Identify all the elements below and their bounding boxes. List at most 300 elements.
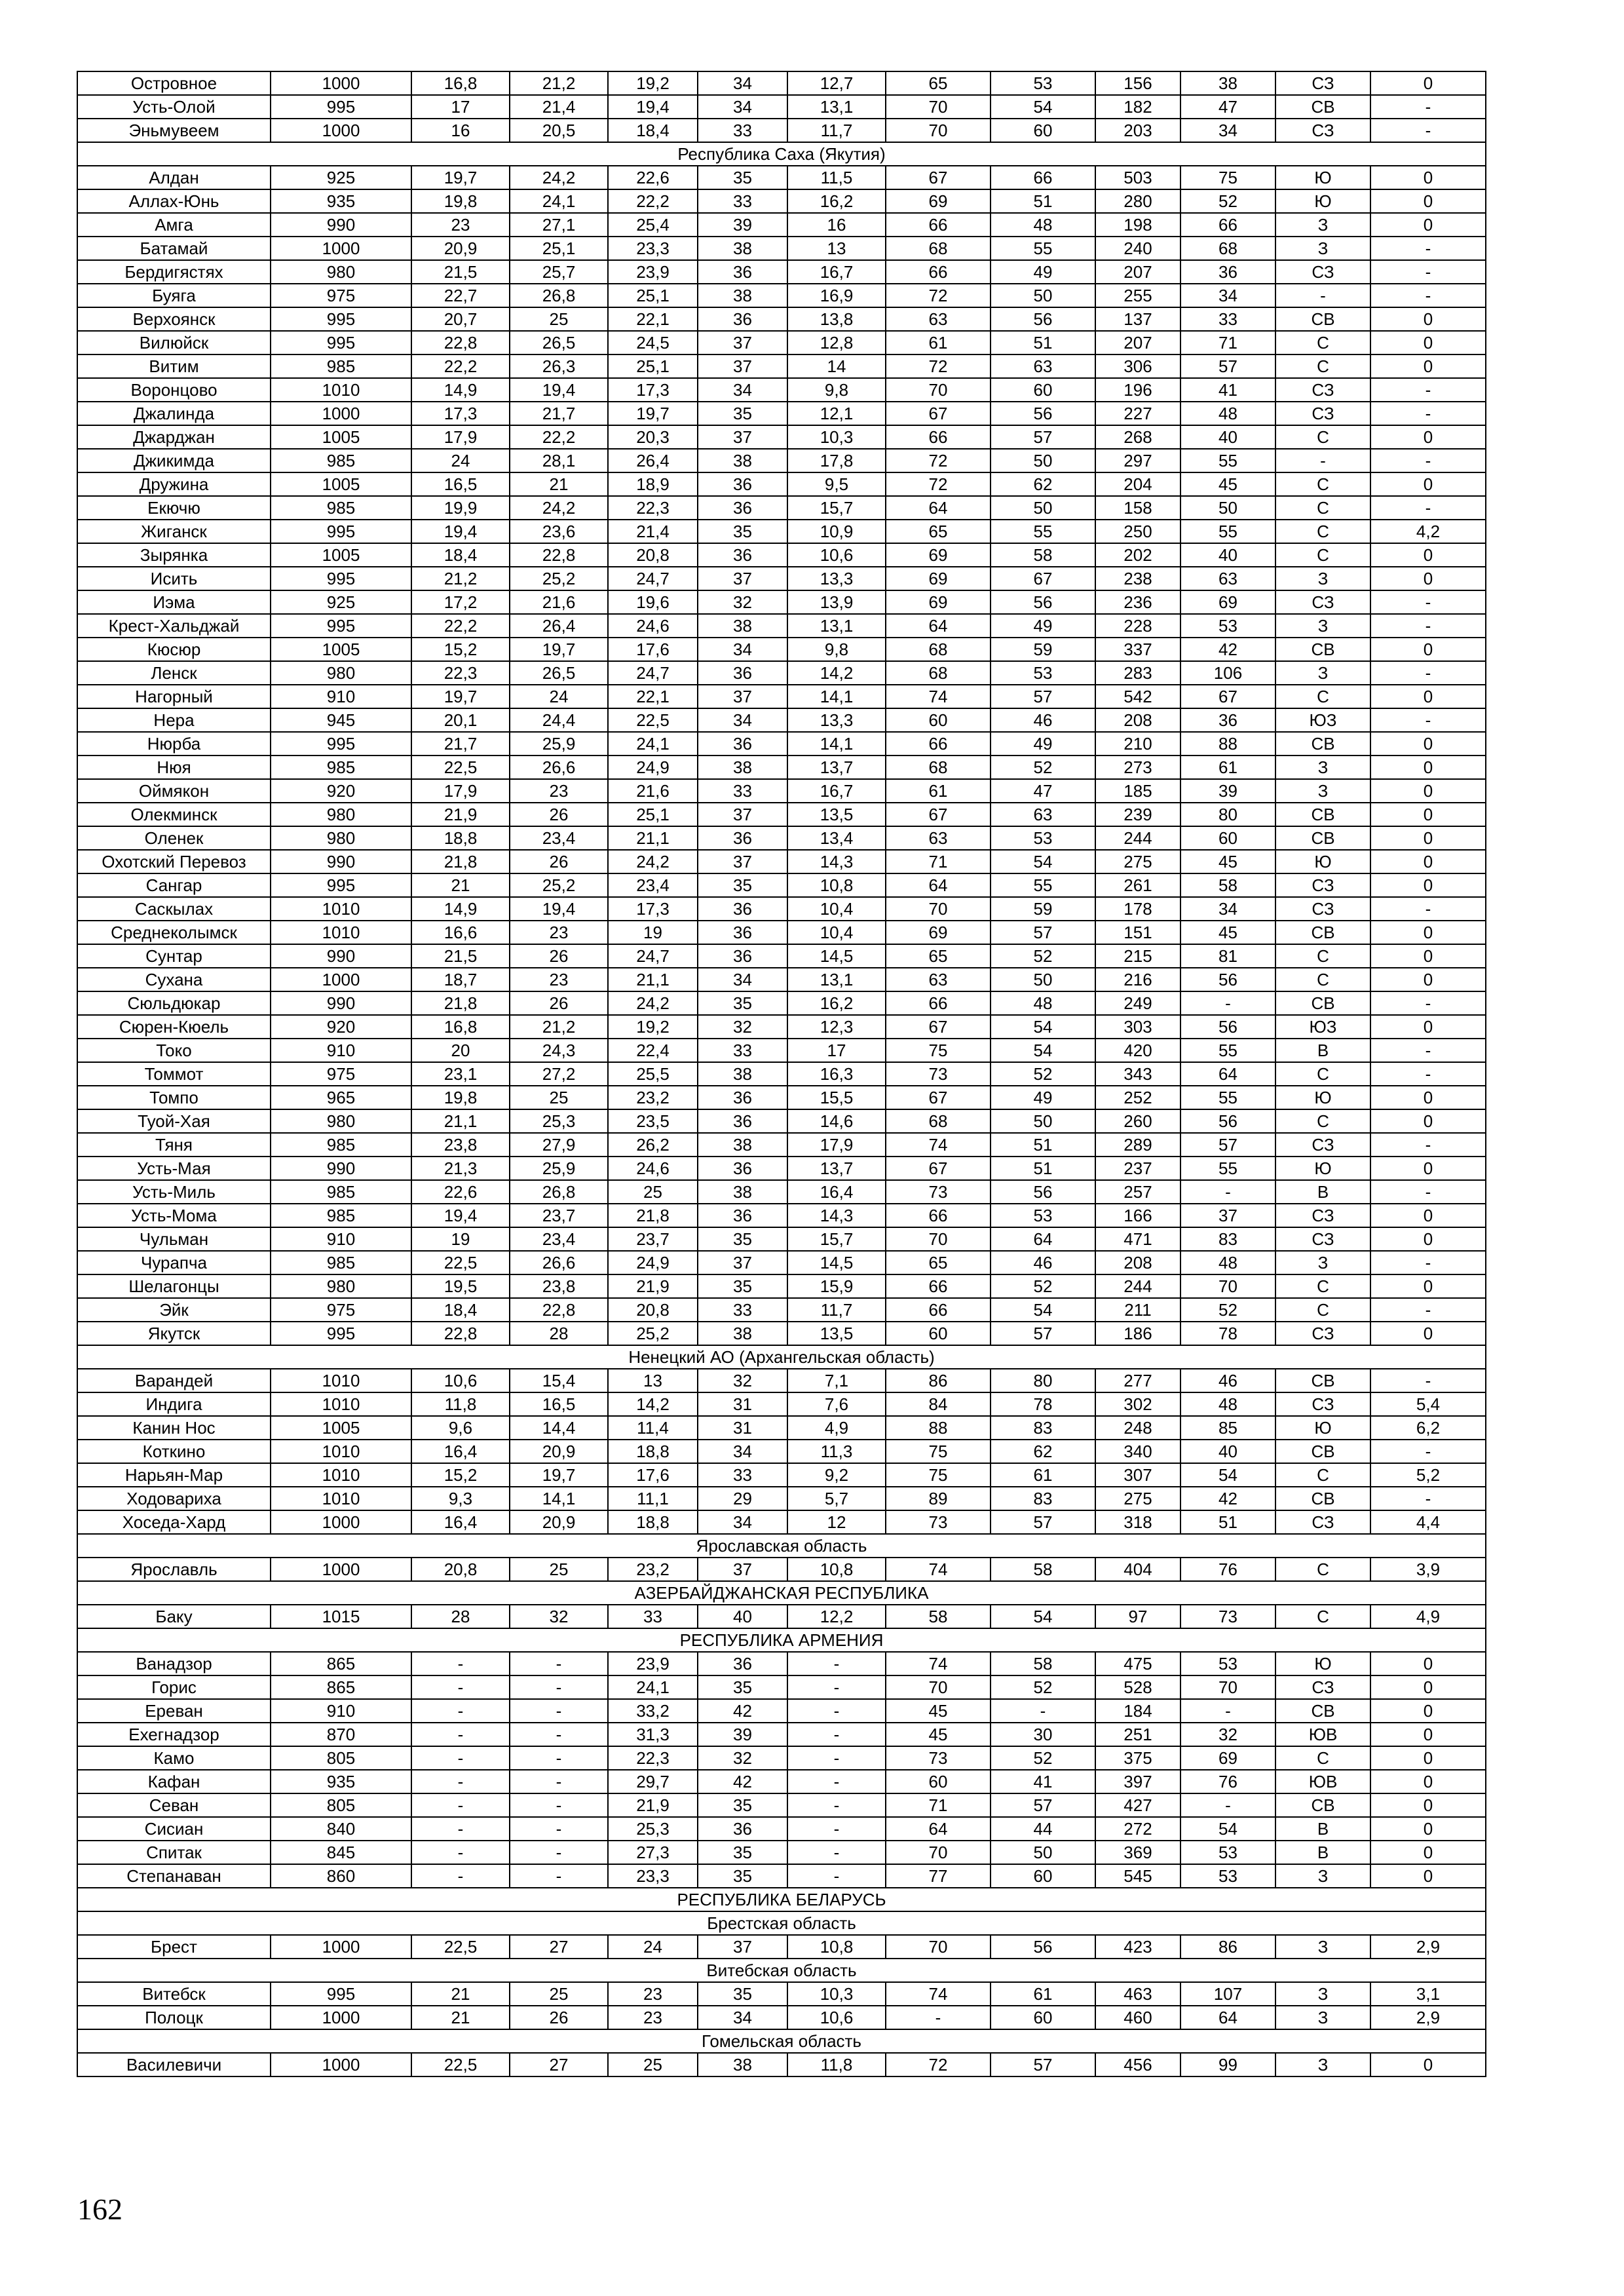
station-name-cell: Хоседа-Хард [77, 1510, 271, 1534]
data-cell: 36 [698, 921, 787, 944]
data-cell: 60 [991, 378, 1095, 402]
data-cell: СВ [1275, 1440, 1370, 1463]
data-cell: 14 [787, 354, 886, 378]
data-cell: 63 [886, 968, 991, 991]
data-cell: 37 [698, 1935, 787, 1959]
table-row [77, 850, 1486, 873]
data-cell: 64 [886, 1817, 991, 1841]
section-header-row [77, 1628, 1486, 1652]
data-cell: 24,1 [608, 1675, 698, 1699]
data-cell: 38 [698, 284, 787, 307]
station-name-cell: Исить [77, 567, 271, 590]
table-row [77, 71, 1486, 95]
data-cell: 70 [886, 1935, 991, 1959]
data-cell: 83 [991, 1416, 1095, 1440]
data-cell: 17 [787, 1039, 886, 1062]
station-name-cell: Верхоянск [77, 307, 271, 331]
data-cell: 36 [698, 307, 787, 331]
data-cell: 37 [1180, 1204, 1275, 1227]
data-cell: З [1275, 756, 1370, 779]
table-row [77, 2006, 1486, 2029]
table-row [77, 543, 1486, 567]
data-cell: 72 [886, 284, 991, 307]
data-cell: 22,5 [411, 756, 510, 779]
data-cell: 0 [1370, 1770, 1486, 1793]
data-cell: 3,9 [1370, 1558, 1486, 1581]
data-cell: 17,6 [608, 638, 698, 661]
data-cell: 55 [991, 520, 1095, 543]
station-name-cell: Якутск [77, 1322, 271, 1345]
data-cell: 22,1 [608, 685, 698, 708]
data-cell: - [787, 1652, 886, 1675]
data-cell: 50 [1180, 496, 1275, 520]
data-cell: 74 [886, 1982, 991, 2006]
table-row [77, 1982, 1486, 2006]
data-cell: 19,2 [608, 71, 698, 95]
data-cell: 55 [991, 873, 1095, 897]
data-cell: - [787, 1723, 886, 1746]
data-cell: 25 [510, 1982, 608, 2006]
data-cell: 28,1 [510, 449, 608, 472]
data-cell: С [1275, 496, 1370, 520]
data-cell: 24,5 [608, 331, 698, 354]
data-cell: 36 [698, 472, 787, 496]
data-cell: 0 [1370, 1699, 1486, 1723]
data-cell: 14,1 [787, 732, 886, 756]
data-cell: 54 [991, 95, 1095, 119]
data-cell: 26 [510, 991, 608, 1015]
data-cell: 805 [271, 1793, 411, 1817]
table-row [77, 1864, 1486, 1888]
data-cell: 910 [271, 1227, 411, 1251]
data-cell: 78 [991, 1392, 1095, 1416]
data-cell: 26,8 [510, 284, 608, 307]
data-cell: 1000 [271, 119, 411, 142]
data-cell: 70 [886, 95, 991, 119]
data-cell: 36 [698, 897, 787, 921]
data-cell: 49 [991, 260, 1095, 284]
data-cell: 11,7 [787, 119, 886, 142]
station-name-cell: Зырянка [77, 543, 271, 567]
data-cell: 0 [1370, 756, 1486, 779]
table-row [77, 425, 1486, 449]
data-cell: 23 [510, 968, 608, 991]
data-cell: 35 [698, 402, 787, 425]
data-cell: - [1370, 1440, 1486, 1463]
data-cell: 74 [886, 1558, 991, 1581]
table-row [77, 331, 1486, 354]
data-cell: 54 [991, 850, 1095, 873]
data-cell: 0 [1370, 354, 1486, 378]
data-cell: 24,4 [510, 708, 608, 732]
data-cell: - [1370, 661, 1486, 685]
station-name-cell: Усть-Миль [77, 1180, 271, 1204]
data-cell: 21 [510, 472, 608, 496]
data-cell: 22,2 [411, 614, 510, 638]
data-cell: СЗ [1275, 1510, 1370, 1534]
data-cell: 74 [886, 1652, 991, 1675]
station-name-cell: Вилюйск [77, 331, 271, 354]
data-cell: 51 [991, 331, 1095, 354]
data-cell: 66 [991, 166, 1095, 189]
data-cell: 1000 [271, 1935, 411, 1959]
data-cell: - [1370, 237, 1486, 260]
data-cell: 71 [886, 1793, 991, 1817]
data-cell: 10,3 [787, 425, 886, 449]
data-cell: 36 [698, 1204, 787, 1227]
data-cell: 22,4 [608, 1039, 698, 1062]
data-cell: 59 [991, 897, 1095, 921]
data-cell: 0 [1370, 472, 1486, 496]
data-cell: 22,5 [411, 1251, 510, 1274]
table-row [77, 1699, 1486, 1723]
data-cell: 14,9 [411, 897, 510, 921]
data-cell: 37 [698, 1558, 787, 1581]
data-cell: 67 [991, 567, 1095, 590]
data-cell: 980 [271, 826, 411, 850]
data-cell: 25,1 [510, 237, 608, 260]
data-cell: 17,2 [411, 590, 510, 614]
data-cell: 84 [886, 1392, 991, 1416]
station-name-cell: Ванадзор [77, 1652, 271, 1675]
data-cell: 41 [991, 1770, 1095, 1793]
station-name-cell: Сухана [77, 968, 271, 991]
data-cell: 1000 [271, 1558, 411, 1581]
data-cell: 24,9 [608, 756, 698, 779]
data-cell: 14,1 [510, 1487, 608, 1510]
data-cell: 910 [271, 1699, 411, 1723]
station-name-cell: Сунтар [77, 944, 271, 968]
data-cell: 34 [698, 378, 787, 402]
data-cell: СЗ [1275, 590, 1370, 614]
data-cell: 985 [271, 449, 411, 472]
data-cell: 5,4 [1370, 1392, 1486, 1416]
data-cell: 22,2 [411, 354, 510, 378]
data-cell: 66 [886, 425, 991, 449]
data-cell: 23 [510, 779, 608, 803]
data-cell: 71 [1180, 331, 1275, 354]
data-cell: - [787, 1864, 886, 1888]
data-cell: Ю [1275, 1157, 1370, 1180]
data-cell: 20,3 [608, 425, 698, 449]
data-cell: 19,5 [411, 1274, 510, 1298]
data-cell: 1010 [271, 1463, 411, 1487]
data-cell: 0 [1370, 213, 1486, 237]
data-cell: 211 [1095, 1298, 1180, 1322]
data-cell: 985 [271, 1180, 411, 1204]
data-cell: 64 [1180, 2006, 1275, 2029]
data-cell: - [411, 1793, 510, 1817]
data-cell: 25,9 [510, 732, 608, 756]
data-cell: 76 [1180, 1558, 1275, 1581]
data-cell: 17,3 [608, 378, 698, 402]
data-cell: 56 [991, 1935, 1095, 1959]
data-cell: 11,1 [608, 1487, 698, 1510]
data-cell: СВ [1275, 1793, 1370, 1817]
data-cell: 215 [1095, 944, 1180, 968]
data-cell: 306 [1095, 354, 1180, 378]
data-cell: 20,1 [411, 708, 510, 732]
data-cell: 0 [1370, 1793, 1486, 1817]
data-cell: 19,7 [510, 1463, 608, 1487]
station-name-cell: Степанаван [77, 1864, 271, 1888]
data-cell: 58 [991, 543, 1095, 567]
data-cell: 196 [1095, 378, 1180, 402]
data-cell: 67 [886, 166, 991, 189]
data-cell: - [1370, 378, 1486, 402]
data-cell: 227 [1095, 402, 1180, 425]
data-cell: 55 [1180, 1157, 1275, 1180]
station-name-cell: Чурапча [77, 1251, 271, 1274]
data-cell: 48 [1180, 402, 1275, 425]
data-cell: 19,8 [411, 189, 510, 213]
data-cell: 0 [1370, 826, 1486, 850]
data-cell: 14,3 [787, 1204, 886, 1227]
table-row [77, 1416, 1486, 1440]
data-cell: З [1275, 2053, 1370, 2076]
data-cell: 34 [1180, 119, 1275, 142]
data-cell: - [1370, 1062, 1486, 1086]
table-row [77, 732, 1486, 756]
station-name-cell: Усть-Мая [77, 1157, 271, 1180]
data-cell: 23,1 [411, 1062, 510, 1086]
table-row [77, 1369, 1486, 1392]
data-cell: 38 [698, 1180, 787, 1204]
data-cell: 60 [886, 1322, 991, 1345]
data-cell: - [1370, 1180, 1486, 1204]
data-cell: З [1275, 237, 1370, 260]
data-cell: 73 [1180, 1605, 1275, 1628]
data-cell: З [1275, 661, 1370, 685]
data-cell: 72 [886, 2053, 991, 2076]
data-cell: 67 [886, 1157, 991, 1180]
data-cell: З [1275, 779, 1370, 803]
data-cell: 62 [991, 472, 1095, 496]
data-cell: 1010 [271, 378, 411, 402]
data-cell: 208 [1095, 1251, 1180, 1274]
data-cell: 58 [886, 1605, 991, 1628]
data-cell: 17,9 [411, 425, 510, 449]
data-cell: 97 [1095, 1605, 1180, 1628]
data-cell: - [411, 1841, 510, 1864]
data-cell: 25,5 [608, 1062, 698, 1086]
data-cell: 70 [1180, 1274, 1275, 1298]
data-cell: ЮВ [1275, 1723, 1370, 1746]
data-cell: 1005 [271, 472, 411, 496]
data-cell: 70 [886, 119, 991, 142]
data-cell: 16,4 [787, 1180, 886, 1204]
data-cell: 64 [886, 614, 991, 638]
data-cell: 23,3 [608, 237, 698, 260]
data-cell: - [510, 1652, 608, 1675]
data-cell: 49 [991, 1086, 1095, 1109]
data-cell: 86 [1180, 1935, 1275, 1959]
station-name-cell: Ленск [77, 661, 271, 685]
data-cell: 57 [991, 1510, 1095, 1534]
data-cell: 980 [271, 260, 411, 284]
data-cell: 307 [1095, 1463, 1180, 1487]
data-cell: СЗ [1275, 1322, 1370, 1345]
data-cell: 35 [698, 1982, 787, 2006]
table-row [77, 402, 1486, 425]
data-cell: 26 [510, 2006, 608, 2029]
data-cell: 1000 [271, 2006, 411, 2029]
station-name-cell: Воронцово [77, 378, 271, 402]
data-cell: Ю [1275, 1086, 1370, 1109]
data-cell: 24,9 [608, 1251, 698, 1274]
data-cell: 21,6 [608, 779, 698, 803]
data-cell: 60 [991, 2006, 1095, 2029]
data-cell: 50 [991, 968, 1095, 991]
section-header-row [77, 1959, 1486, 1982]
table-row [77, 1746, 1486, 1770]
data-cell: 21,9 [411, 803, 510, 826]
data-cell: 945 [271, 708, 411, 732]
station-name-cell: Томпо [77, 1086, 271, 1109]
data-cell: 0 [1370, 71, 1486, 95]
data-cell: 54 [991, 1605, 1095, 1628]
data-cell: 73 [886, 1746, 991, 1770]
data-cell: 88 [1180, 732, 1275, 756]
data-cell: 9,3 [411, 1487, 510, 1510]
data-cell: 995 [271, 95, 411, 119]
data-cell: 207 [1095, 331, 1180, 354]
data-cell: 16,8 [411, 71, 510, 95]
table-row [77, 708, 1486, 732]
station-name-cell: Жиганск [77, 520, 271, 543]
data-cell: 19,7 [510, 638, 608, 661]
data-cell: 18,8 [608, 1510, 698, 1534]
data-cell: 17,6 [608, 1463, 698, 1487]
table-row [77, 95, 1486, 119]
data-cell: - [787, 1770, 886, 1793]
data-cell: 985 [271, 756, 411, 779]
data-cell: 16,7 [787, 779, 886, 803]
data-cell: 13,5 [787, 1322, 886, 1345]
data-cell: 60 [886, 708, 991, 732]
data-cell: 56 [991, 307, 1095, 331]
data-cell: 16,7 [787, 260, 886, 284]
station-name-cell: Нера [77, 708, 271, 732]
station-name-cell: Баку [77, 1605, 271, 1628]
data-cell: 69 [1180, 590, 1275, 614]
station-name-cell: Крест-Хальджай [77, 614, 271, 638]
data-cell: З [1275, 567, 1370, 590]
data-cell: 66 [886, 732, 991, 756]
data-cell: 0 [1370, 331, 1486, 354]
table-row [77, 1817, 1486, 1841]
table-row [77, 354, 1486, 378]
data-cell: 45 [1180, 850, 1275, 873]
table-row [77, 1652, 1486, 1675]
data-cell: - [510, 1841, 608, 1864]
data-cell: 925 [271, 590, 411, 614]
data-cell: 10,9 [787, 520, 886, 543]
data-cell: 20,5 [510, 119, 608, 142]
data-cell: 69 [886, 590, 991, 614]
data-cell: 985 [271, 1133, 411, 1157]
table-row [77, 1015, 1486, 1039]
data-cell: 58 [1180, 873, 1275, 897]
data-cell: 37 [698, 850, 787, 873]
data-cell: 920 [271, 779, 411, 803]
data-cell: - [1370, 449, 1486, 472]
data-cell: 7,1 [787, 1369, 886, 1392]
data-cell: 12,1 [787, 402, 886, 425]
data-cell: 11,3 [787, 1440, 886, 1463]
data-cell: 32 [698, 590, 787, 614]
data-cell: 22,6 [608, 166, 698, 189]
table-row [77, 991, 1486, 1015]
data-cell: Ю [1275, 850, 1370, 873]
data-cell: 975 [271, 1062, 411, 1086]
data-cell: 0 [1370, 968, 1486, 991]
data-cell: 21,2 [510, 1015, 608, 1039]
data-cell: СВ [1275, 95, 1370, 119]
data-cell: 19,4 [510, 378, 608, 402]
data-cell: 29,7 [608, 1770, 698, 1793]
table-row [77, 661, 1486, 685]
data-cell: 55 [1180, 1086, 1275, 1109]
data-cell: 22,8 [411, 1322, 510, 1345]
data-cell: 25 [608, 2053, 698, 2076]
data-cell: 37 [698, 354, 787, 378]
data-cell: 13,9 [787, 590, 886, 614]
data-cell: 45 [1180, 472, 1275, 496]
data-cell: 51 [991, 189, 1095, 213]
data-cell: 60 [886, 1770, 991, 1793]
data-cell: 57 [991, 685, 1095, 708]
station-name-cell: Севан [77, 1793, 271, 1817]
data-cell: 11,4 [608, 1416, 698, 1440]
data-cell: 29 [698, 1487, 787, 1510]
data-cell: СЗ [1275, 71, 1370, 95]
data-cell: 31,3 [608, 1723, 698, 1746]
data-cell: 23 [510, 921, 608, 944]
station-name-cell: Коткино [77, 1440, 271, 1463]
data-cell: 33 [698, 1463, 787, 1487]
section-title: АЗЕРБАЙДЖАНСКАЯ РЕСПУБЛИКА [77, 1581, 1486, 1605]
data-cell: 63 [886, 307, 991, 331]
data-cell: 56 [991, 1180, 1095, 1204]
data-cell: - [1370, 95, 1486, 119]
table-row [77, 1440, 1486, 1463]
data-cell: 35 [698, 1675, 787, 1699]
section-header-row [77, 1581, 1486, 1605]
data-cell: 21,5 [411, 944, 510, 968]
station-name-cell: Сангар [77, 873, 271, 897]
data-cell: 22,6 [411, 1180, 510, 1204]
data-cell: 40 [1180, 1440, 1275, 1463]
data-cell: - [787, 1699, 886, 1723]
data-cell: 24,6 [608, 1157, 698, 1180]
data-cell: 67 [1180, 685, 1275, 708]
data-cell: 0 [1370, 1723, 1486, 1746]
data-cell: С [1275, 425, 1370, 449]
data-cell: - [1370, 1298, 1486, 1322]
data-cell: 74 [886, 1133, 991, 1157]
data-cell: 343 [1095, 1062, 1180, 1086]
station-name-cell: Ярославль [77, 1558, 271, 1581]
data-cell: 24,7 [608, 944, 698, 968]
data-cell: 65 [886, 520, 991, 543]
data-cell: 18,7 [411, 968, 510, 991]
data-cell: 69 [1180, 1746, 1275, 1770]
data-cell: СВ [1275, 921, 1370, 944]
data-cell: 38 [698, 449, 787, 472]
data-cell: С [1275, 1298, 1370, 1322]
data-cell: 244 [1095, 826, 1180, 850]
